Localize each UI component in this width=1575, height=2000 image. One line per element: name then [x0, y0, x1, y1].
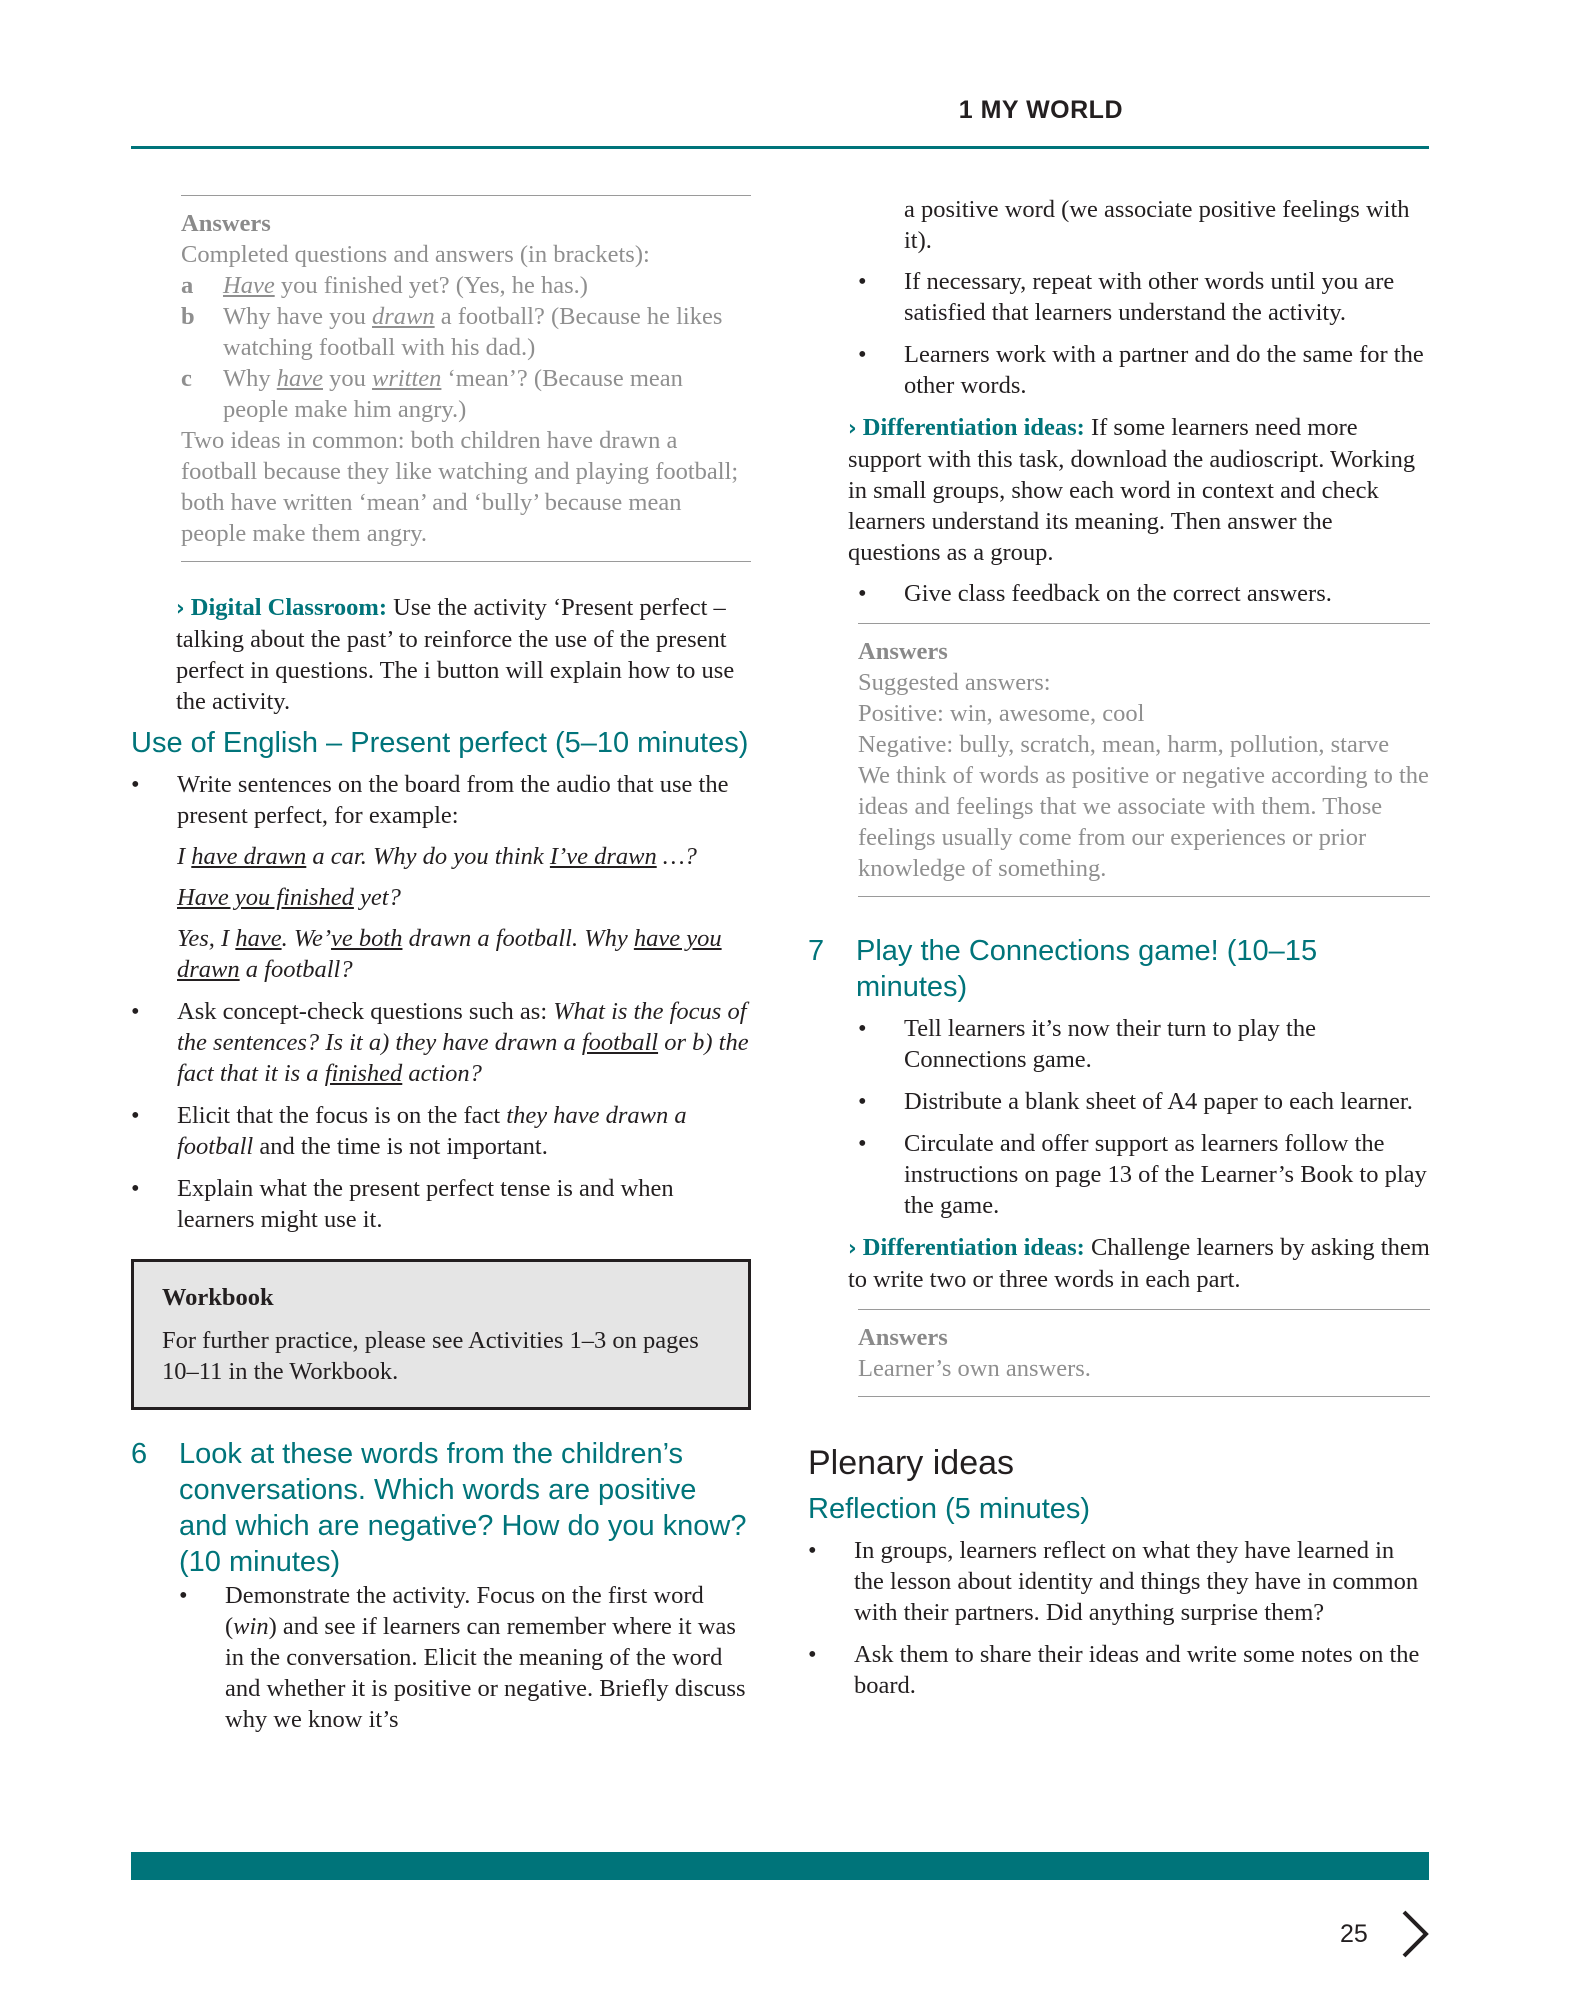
section-6-list [131, 1580, 751, 1735]
workbook-text: For further practice, please see Activities 1–3 on pages 10–11 in the Workbook. [162, 1327, 699, 1385]
feedback-list [858, 578, 1430, 609]
answers-box [181, 195, 751, 562]
list-item: • Explain what the present perfect tense is and when learners might use it. [131, 1175, 674, 1233]
list-item: • Give class feedback on the correct answers. [858, 580, 1332, 607]
list-item: • Ask concept-check questions such as: What is the focus of the sentences? Is it a) they have drawn a football or b) the fact that it is a finished action? [131, 998, 749, 1087]
reflection-heading: Reflection (5 minutes) [808, 1493, 1091, 1525]
answer-item-c: c Why have you written ‘mean’? (Because mean people make him angry.) [181, 365, 683, 423]
chevron-right-icon: › [176, 596, 185, 620]
workbook-title: Workbook [162, 1284, 274, 1311]
answer-item-b: b Why have you drawn a football? (Because he likes watching football with his dad.) [181, 303, 723, 361]
example-sentence-1: I have drawn a car. Why do you think I’ve drawn …? [177, 843, 697, 870]
next-page-arrow-icon[interactable] [1396, 1908, 1432, 1960]
list-item: • Circulate and offer support as learners follow the instructions on page 13 of the Learner’s Book to play the game. [858, 1130, 1427, 1219]
answers-title: Answers [181, 210, 271, 237]
continued-text: a positive word (we associate positive feelings with it). [904, 196, 1410, 254]
plenary-title: Plenary ideas [808, 1444, 1015, 1482]
footer-bar [131, 1852, 1429, 1880]
list-item: • Learners work with a partner and do the same for the other words. [858, 341, 1424, 399]
section-7-heading: 7 Play the Connections game! (10–15 minutes) [808, 935, 1318, 1003]
answers-box-3: Answers Learner’s own answers. [858, 1309, 1430, 1397]
differentiation-note-2: › Differentiation ideas: Challenge learners by asking them to write two or three words in each part. [848, 1234, 1430, 1293]
list-item: • Tell learners it’s now their turn to play the Connections game. [858, 1015, 1316, 1073]
right-column [808, 195, 1430, 1712]
list-item: • Elicit that the focus is on the fact they have drawn a football and the time is not important. [131, 1102, 687, 1160]
plenary-list [808, 1535, 1430, 1701]
chevron-right-icon: › [848, 416, 857, 440]
answers-box-2: Answers Suggested answers: Positive: win, awesome, cool Negative: bully, scratch, mean, harm, pollution, starve We think of words as positive or negative according to the ideas and feelings that we associate with them. Those feelings usually come from our experiences or prior knowledge of something. [858, 623, 1430, 897]
section-6-heading: 6 Look at these words from the children’s conversations. Which words are positive and which are negative? How do you know? (10 minutes) [131, 1438, 747, 1578]
header-rule [131, 146, 1429, 149]
answers-summary: Two ideas in common: both children have drawn a football because they like watching and playing football; both have written ‘mean’ and ‘bully’ because mean people make them angry. [181, 427, 739, 547]
list-item: • Demonstrate the activity. Focus on the first word (win) and see if learners can remember where it was in the conversation. Elicit the meaning of the word and whether it is positive or negative. Briefly discuss why we know it’s [179, 1582, 746, 1733]
digital-classroom-note: › Digital Classroom: Use the activity ‘Present perfect – talking about the past’ to reinforce the use of the present perfect in questions. The i button will explain how to use the activity. [176, 594, 735, 715]
use-of-english-heading: Use of English – Present perfect (5–10 minutes) [131, 727, 749, 759]
answer-item-a: a Have you finished yet? (Yes, he has.) [181, 272, 588, 299]
list-item: • Distribute a blank sheet of A4 paper to each learner. [858, 1088, 1413, 1115]
list-item: • Write sentences on the board from the audio that use the present perfect, for example: I have drawn a car. Why do you think I’ve drawn …? Have you finished yet? Yes, I have. We’ve both drawn a football. Why have you drawn a football? [131, 769, 751, 985]
section-7-list [858, 1013, 1430, 1221]
example-sentence-2: Have you finished yet? [177, 884, 401, 911]
chapter-header: 1 MY WORLD [958, 96, 1123, 124]
workbook-box [131, 1259, 751, 1410]
use-of-english-list [131, 769, 751, 1235]
answers-intro: Completed questions and answers (in brackets): [181, 241, 650, 268]
example-sentence-3: Yes, I have. We’ve both drawn a football. Why have you drawn a football? [177, 925, 722, 983]
differentiation-note-1: › Differentiation ideas: If some learners need more support with this task, download the audioscript. Working in small groups, show each word in context and check learners understand its meaning. Then answer the questions as a group. [848, 414, 1416, 566]
page-number: 25 [1340, 1920, 1368, 1948]
list-item: • In groups, learners reflect on what they have learned in the lesson about identity and things they have in common with their partners. Did anything surprise them? [808, 1537, 1419, 1626]
left-column [131, 195, 751, 1746]
list-item: • Ask them to share their ideas and write some notes on the board. [808, 1641, 1420, 1699]
chevron-right-icon: › [848, 1236, 857, 1260]
section-6-cont-list [858, 266, 1430, 401]
list-item: • If necessary, repeat with other words until you are satisfied that learners understand the activity. [858, 268, 1395, 326]
